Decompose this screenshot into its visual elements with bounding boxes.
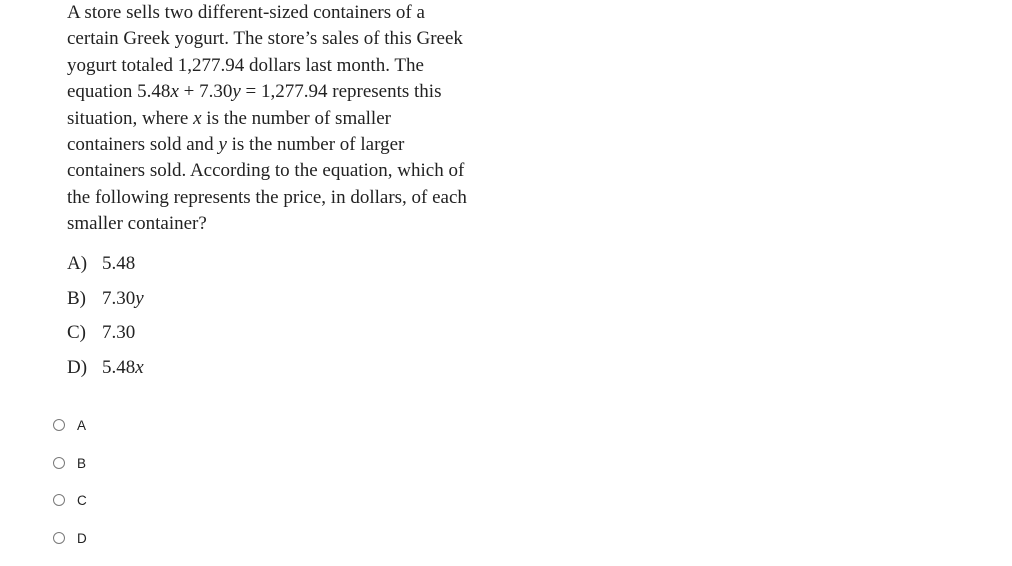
radio-button[interactable]	[53, 419, 65, 431]
answer-option-a[interactable]	[53, 416, 87, 454]
choice-variable: x	[135, 357, 143, 378]
question-line: yogurt totaled 1,277.94 dollars last month. The	[67, 53, 517, 79]
question-line: containers sold. According to the equation, which of	[67, 158, 517, 184]
variable-y: y	[218, 134, 226, 155]
question-line: certain Greek yogurt. The store’s sales of this Greek	[67, 26, 517, 52]
answer-label: A	[77, 416, 86, 435]
question-line	[67, 132, 517, 158]
answer-label: B	[77, 454, 86, 473]
question-line: smaller container?	[67, 211, 517, 237]
text-part: situation, where	[67, 108, 193, 129]
choice-letter: D)	[67, 355, 102, 381]
choice-value: 7.30	[102, 322, 135, 343]
question-line: A store sells two different-sized containers of a	[67, 0, 517, 26]
choice-a	[67, 251, 144, 286]
variable-y: y	[232, 81, 240, 102]
equation-part: + 7.30	[179, 81, 232, 102]
text-part: is the number of larger	[227, 134, 404, 155]
equation-part: equation 5.48	[67, 81, 170, 102]
choice-value: 7.30	[102, 288, 135, 309]
choice-value: 5.48	[102, 253, 135, 274]
answer-option-c[interactable]	[53, 491, 87, 529]
choice-list	[67, 251, 144, 389]
question-text	[67, 0, 517, 238]
question-line	[67, 106, 517, 132]
radio-button[interactable]	[53, 494, 65, 506]
choice-d	[67, 355, 144, 390]
answer-option-d[interactable]	[53, 529, 87, 566]
choice-value: 5.48	[102, 357, 135, 378]
answer-option-b[interactable]	[53, 454, 87, 492]
choice-c	[67, 320, 144, 355]
choice-letter: A)	[67, 251, 102, 277]
choice-variable: y	[135, 288, 143, 309]
answer-label: C	[77, 491, 87, 510]
radio-button[interactable]	[53, 457, 65, 469]
text-part: containers sold and	[67, 134, 218, 155]
radio-button[interactable]	[53, 532, 65, 544]
equation-part: = 1,277.94 represents this	[241, 81, 442, 102]
text-part: is the number of smaller	[202, 108, 391, 129]
answer-radio-group	[53, 416, 87, 566]
choice-letter: B)	[67, 286, 102, 312]
answer-label: D	[77, 529, 87, 548]
variable-x: x	[170, 81, 178, 102]
question-line: the following represents the price, in dollars, of each	[67, 185, 517, 211]
choice-b	[67, 286, 144, 321]
question-line-equation	[67, 79, 517, 105]
variable-x: x	[193, 108, 201, 129]
choice-letter: C)	[67, 320, 102, 346]
